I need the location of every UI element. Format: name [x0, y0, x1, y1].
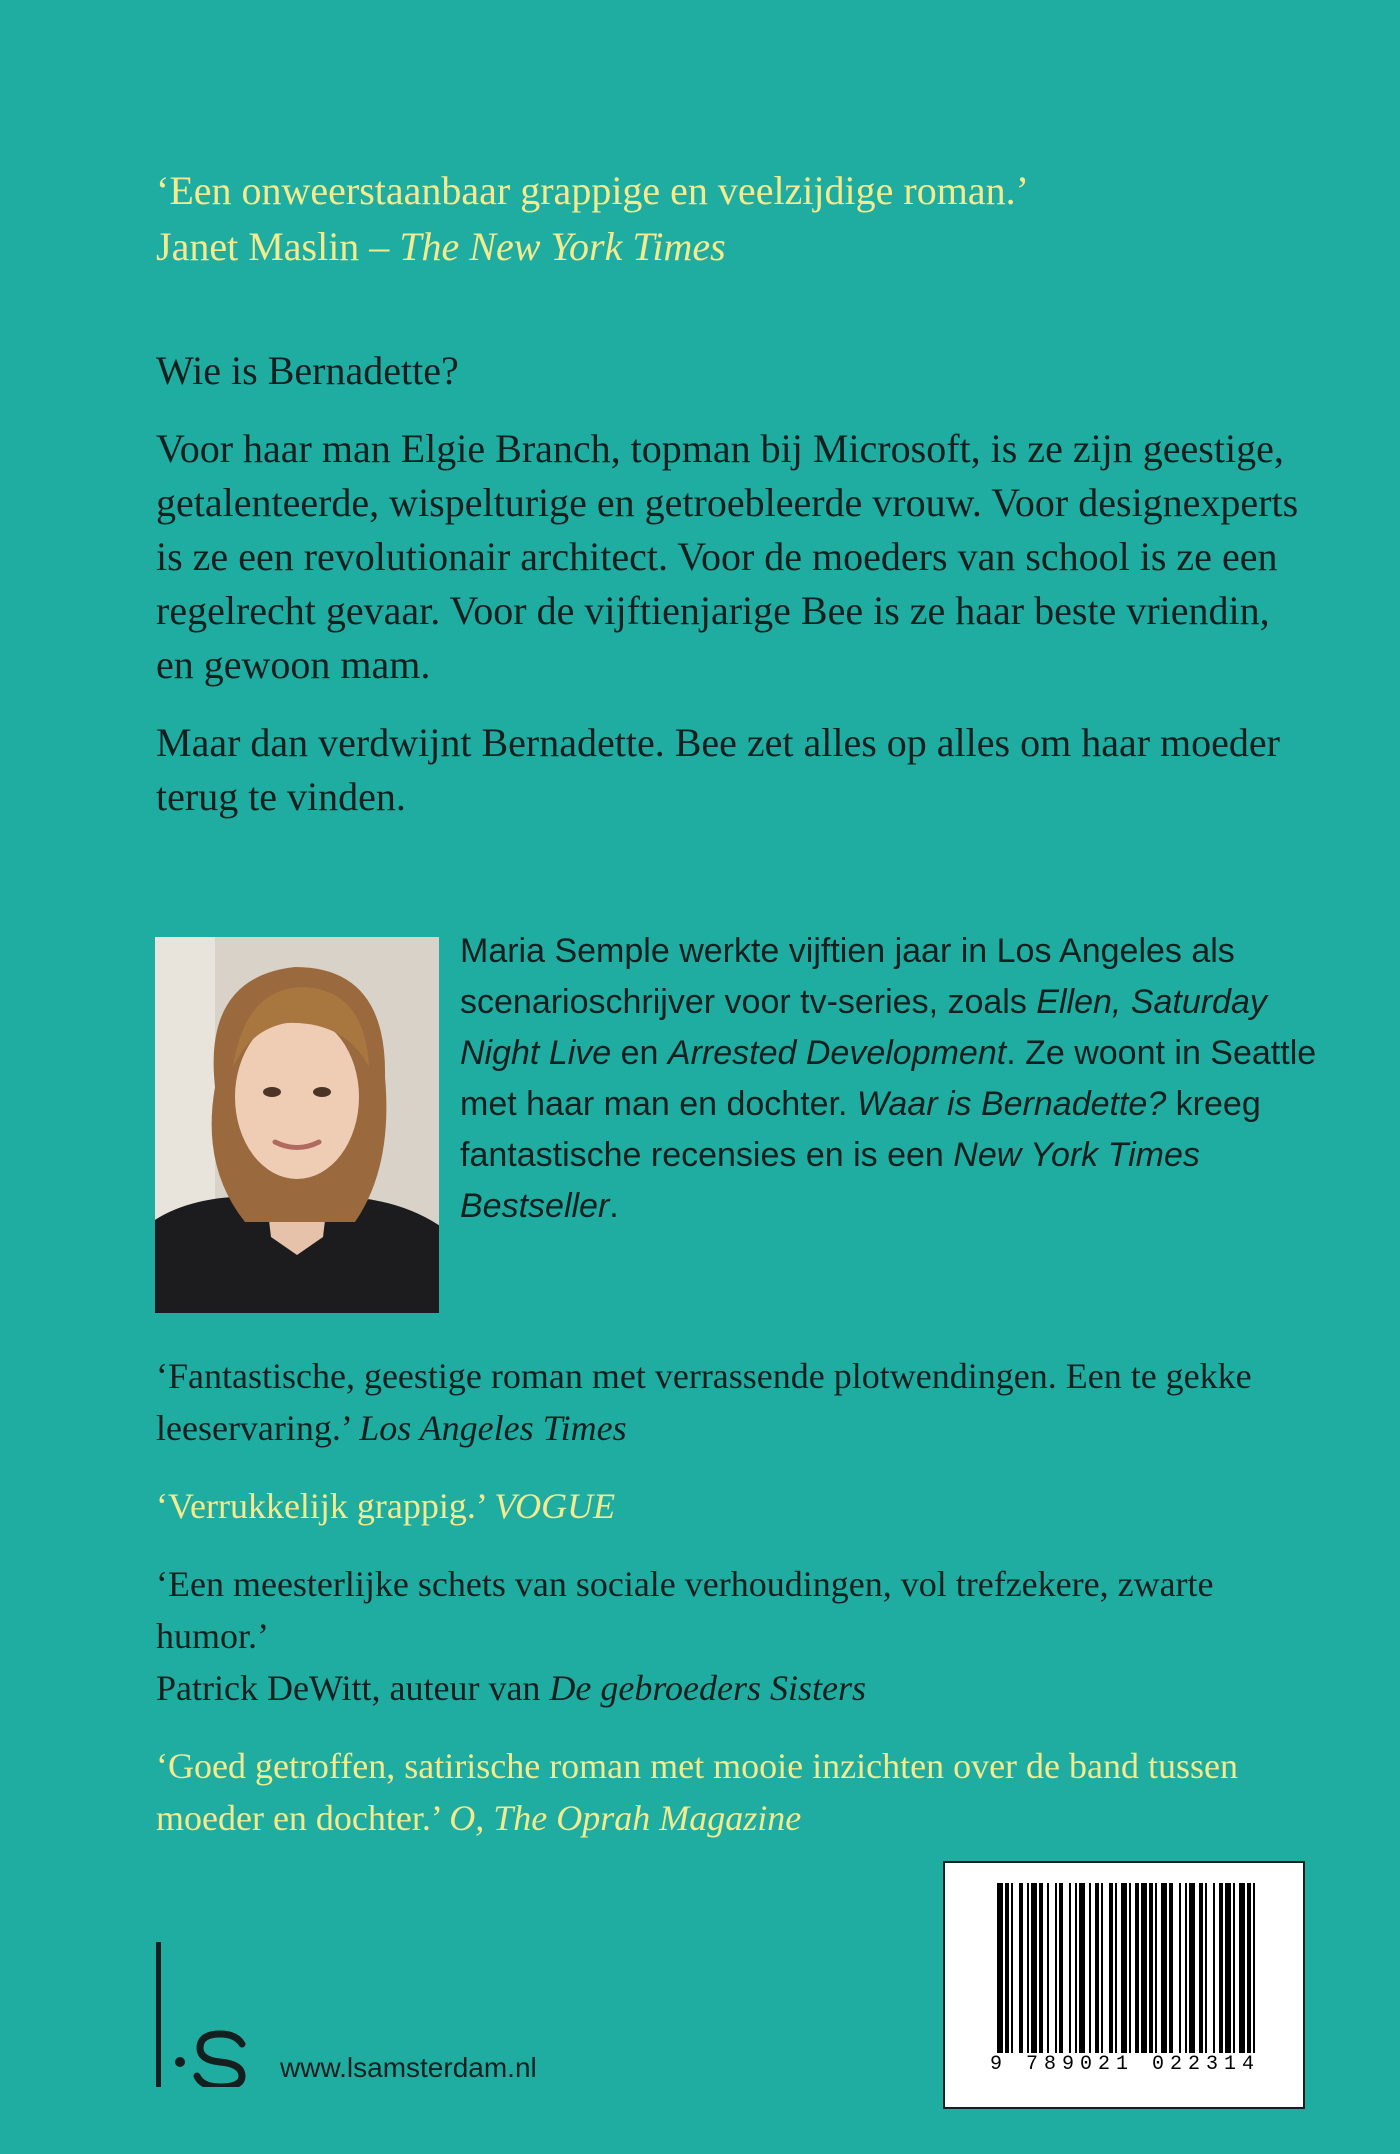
review-quote-text: ‘Goed getroffen, satirische roman met mooie inzichten over de band tussen moeder en dochter.’ [156, 1746, 1238, 1838]
review-quotes [156, 1350, 1306, 1870]
review-quote-author: Patrick DeWitt, auteur van [156, 1668, 541, 1708]
barcode-bar [1055, 1883, 1057, 2053]
top-quote [156, 164, 1306, 274]
author-bio-show-1: Ellen, Saturday Night Live [460, 983, 1267, 1072]
barcode-bars [997, 1883, 1255, 2053]
publisher-website[interactable]: www.lsamsterdam.nl [280, 2052, 537, 2083]
review-quote-oprah [156, 1740, 1306, 1844]
barcode-bar [1089, 1883, 1091, 2053]
author-bio-text-1: Maria Semple werkte vijftien jaar in Los Angeles als scenarioschrijver voor tv-series, zoals [460, 932, 1235, 1021]
review-quote-la-times [156, 1350, 1306, 1454]
author-bio-book-title: Waar is Bernadette? [856, 1085, 1167, 1123]
barcode-bar [1039, 1883, 1043, 2053]
review-quote-vogue [156, 1480, 1306, 1532]
author-bio-text-3: . Ze woont in Seattle met haar man en dochter. [460, 1034, 1317, 1123]
barcode-bar [1095, 1883, 1099, 2053]
barcode-bar [1179, 1883, 1181, 2053]
barcode-bar [1155, 1883, 1157, 2053]
barcode-bar [1199, 1883, 1203, 2053]
barcode-bar [1059, 1883, 1063, 2053]
barcode-bar [1121, 1883, 1127, 2053]
barcode-bar [1213, 1883, 1215, 2053]
publisher-logo [154, 1942, 254, 2087]
barcode-bar [1115, 1883, 1117, 2053]
barcode-bar [1189, 1883, 1195, 2053]
barcode-bar [1233, 1883, 1235, 2053]
author-bio-show-2: Arrested Development [667, 1034, 1007, 1072]
barcode-bar [1205, 1883, 1207, 2053]
author-bio-text-5: . [609, 1187, 619, 1225]
barcode-bar [1141, 1883, 1147, 2053]
top-quote-publication: The New York Times [399, 224, 726, 269]
barcode-bar [1169, 1883, 1173, 2053]
review-quote-text: ‘Verrukkelijk grappig.’ [156, 1486, 486, 1526]
barcode-bar [1069, 1883, 1071, 2053]
barcode-bar [1149, 1883, 1153, 2053]
publisher-logo-mark [154, 1942, 254, 2087]
author-portrait-illustration [155, 937, 439, 1313]
author-bio-bestseller: New York Times Bestseller [460, 1136, 1200, 1225]
barcode-bar [1109, 1883, 1113, 2053]
barcode-bar [1129, 1883, 1131, 2053]
barcode-bar [1185, 1883, 1187, 2053]
barcode-bar [1031, 1883, 1037, 2053]
barcode-bar [1101, 1883, 1103, 2053]
review-quote-text: ‘Fantastische, geestige roman met verrassende plotwendingen. Een te gekke leeservaring.’ [156, 1356, 1252, 1448]
barcode-bar [1161, 1883, 1167, 2053]
barcode-bar [997, 1883, 1003, 2053]
blurb-paragraph-2: Maar dan verdwijnt Bernadette. Bee zet alles op alles om haar moeder terug te vinden. [156, 720, 1280, 819]
top-quote-source [156, 220, 1306, 274]
barcode-bar [1079, 1883, 1085, 2053]
review-quote-source: De gebroeders Sisters [549, 1668, 867, 1708]
blurb-question: Wie is Bernadette? [156, 348, 459, 393]
barcode [943, 1861, 1305, 2109]
review-quote-text: ‘Een meesterlijke schets van sociale verhoudingen, vol trefzekere, zwarte humor.’ [156, 1564, 1214, 1656]
barcode-bar [1135, 1883, 1139, 2053]
top-quote-text: ‘Een onweerstaanbaar grappige en veelzijdige roman.’ [156, 168, 1029, 213]
review-quote-dewitt [156, 1558, 1306, 1714]
barcode-bar [1005, 1883, 1009, 2053]
blurb [156, 344, 1306, 824]
barcode-bar [1019, 1883, 1023, 2053]
barcode-bar [1011, 1883, 1013, 2053]
barcode-bar [1247, 1883, 1251, 2053]
review-quote-source: VOGUE [494, 1486, 616, 1526]
top-quote-author: Janet Maslin – [156, 224, 390, 269]
blurb-paragraph-1: Voor haar man Elgie Branch, topman bij Microsoft, is ze zijn geestige, getalenteerde, wispelturige en getroebleerde vrouw. Voor designexperts is ze een revolutionair architect. Voor de moeders van school is ze een regelrecht gevaar. Voor de vijftienjarige Bee is ze haar beste vriendin, en gewoon mam. [156, 426, 1299, 687]
author-bio [460, 926, 1320, 1232]
review-quote-source: Los Angeles Times [359, 1408, 627, 1448]
author-bio-text-2: en [611, 1034, 668, 1072]
barcode-bar [1075, 1883, 1077, 2053]
barcode-bar [1047, 1883, 1049, 2053]
barcode-bar [1219, 1883, 1223, 2053]
barcode-bar [1239, 1883, 1245, 2053]
isbn-number: 9 789021 022314 [989, 2053, 1261, 2076]
review-quote-source: O, The Oprah Magazine [449, 1798, 802, 1838]
author-photo [155, 937, 439, 1313]
author-bio-text-4: kreeg fantastische recensies en is een [460, 1085, 1261, 1174]
barcode-bar [1225, 1883, 1231, 2053]
review-quote-attribution [156, 1662, 1306, 1714]
barcode-bar [1027, 1883, 1029, 2053]
barcode-bar [1253, 1883, 1255, 2053]
